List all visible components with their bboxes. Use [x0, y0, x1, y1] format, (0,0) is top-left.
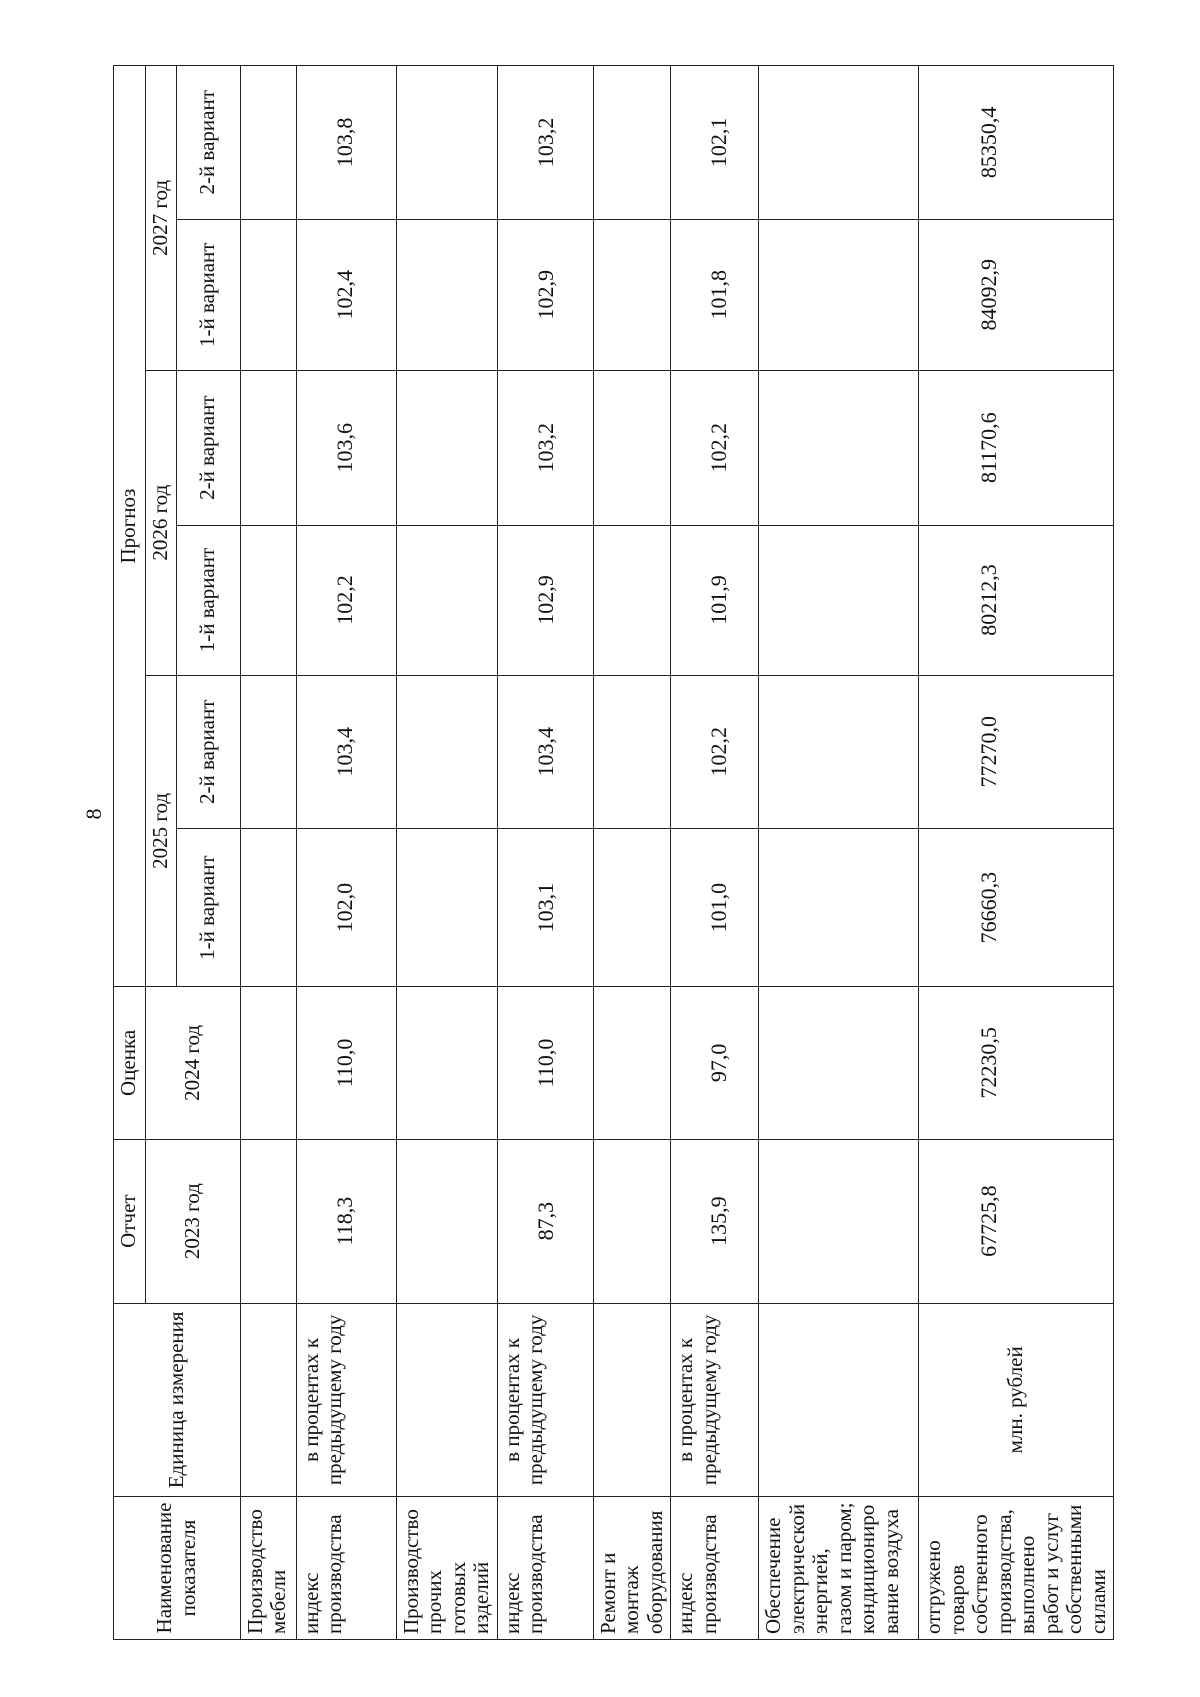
cell-2027-v2 [240, 66, 296, 220]
cell-2025-v2 [759, 675, 919, 829]
cell-2025-v2: 103,4 [296, 675, 396, 829]
header-2027-variant-1: 1-й вариант [176, 219, 240, 370]
header-2026-variant-1: 1-й вариант [176, 525, 240, 675]
cell-2023: 87,3 [497, 1139, 593, 1303]
row-unit [759, 1303, 919, 1496]
cell-2026-v1 [396, 525, 497, 675]
cell-2027-v2 [759, 66, 919, 220]
row-unit: в процентах к предыдущему году [497, 1303, 593, 1496]
header-2026-variant-2: 2-й вариант [176, 370, 240, 525]
row-unit: в процентах к предыдущему году [296, 1303, 396, 1496]
row-unit [396, 1303, 497, 1496]
cell-2027-v1 [593, 219, 671, 370]
cell-2027-v1 [396, 219, 497, 370]
cell-2023: 135,9 [671, 1139, 759, 1303]
header-year-2023: 2023 год [146, 1139, 241, 1303]
cell-2026-v1 [759, 525, 919, 675]
header-report: Отчет [114, 1139, 146, 1303]
cell-2024 [396, 987, 497, 1139]
cell-2023: 118,3 [296, 1139, 396, 1303]
cell-2027-v1: 101,8 [671, 219, 759, 370]
cell-2025-v2 [396, 675, 497, 829]
cell-2023 [240, 1139, 296, 1303]
cell-2025-v2 [240, 675, 296, 829]
page-number: 8 [81, 808, 106, 820]
cell-2027-v2: 85350,4 [919, 66, 1114, 220]
cell-2024 [759, 987, 919, 1139]
cell-2027-v1: 84092,9 [919, 219, 1114, 370]
header-2027-variant-2: 2-й вариант [176, 66, 240, 220]
cell-2025-v2: 77270,0 [919, 675, 1114, 829]
cell-2025-v1: 103,1 [497, 829, 593, 987]
row-unit: млн. рублей [919, 1303, 1114, 1496]
cell-2023 [593, 1139, 671, 1303]
cell-2025-v1 [759, 829, 919, 987]
row-unit [240, 1303, 296, 1496]
cell-2027-v1 [759, 219, 919, 370]
header-year-2025: 2025 год [146, 675, 177, 987]
cell-2026-v1: 101,9 [671, 525, 759, 675]
cell-2025-v1: 76660,3 [919, 829, 1114, 987]
cell-2026-v1: 102,2 [296, 525, 396, 675]
header-name: Наименование показателя [114, 1497, 241, 1640]
header-year-2026: 2026 год [146, 370, 177, 675]
table-row [759, 66, 919, 1640]
cell-2024 [593, 987, 671, 1139]
header-2025-variant-1: 1-й вариант [176, 829, 240, 987]
row-name: Ремонт и монтаж оборудования [593, 1497, 671, 1640]
cell-2023 [396, 1139, 497, 1303]
cell-2027-v2 [396, 66, 497, 220]
cell-2026-v2: 103,6 [296, 370, 396, 525]
header-year-2024: 2024 год [146, 987, 241, 1139]
cell-2026-v2 [240, 370, 296, 525]
cell-2026-v2 [396, 370, 497, 525]
table-row [296, 66, 396, 1640]
table-row [671, 66, 759, 1640]
cell-2026-v2: 102,2 [671, 370, 759, 525]
cell-2025-v2: 102,2 [671, 675, 759, 829]
cell-2025-v1 [240, 829, 296, 987]
cell-2024: 110,0 [296, 987, 396, 1139]
forecast-table [113, 65, 1114, 1640]
cell-2026-v1 [240, 525, 296, 675]
row-name: отгружено товаров собственного производства, выполнено работ и услуг собственными силами [919, 1497, 1114, 1640]
table-row [240, 66, 296, 1640]
cell-2026-v2: 103,2 [497, 370, 593, 525]
table-row [919, 66, 1114, 1640]
cell-2027-v1 [240, 219, 296, 370]
cell-2025-v2: 103,4 [497, 675, 593, 829]
cell-2026-v2: 81170,6 [919, 370, 1114, 525]
cell-2024: 97,0 [671, 987, 759, 1139]
table-row [396, 66, 497, 1640]
cell-2025-v1: 102,0 [296, 829, 396, 987]
header-unit: Единица измерения [114, 1303, 241, 1496]
cell-2026-v1: 80212,3 [919, 525, 1114, 675]
row-name: индекс производства [296, 1497, 396, 1640]
row-name: Обеспечение электрической энергией, газом и паром; кондиционирование воздуха [759, 1497, 919, 1640]
cell-2026-v2 [593, 370, 671, 525]
header-2025-variant-2: 2-й вариант [176, 675, 240, 829]
cell-2025-v1: 101,0 [671, 829, 759, 987]
table-row [593, 66, 671, 1640]
cell-2025-v2 [593, 675, 671, 829]
cell-2027-v1: 102,4 [296, 219, 396, 370]
cell-2027-v2: 103,8 [296, 66, 396, 220]
cell-2025-v1 [593, 829, 671, 987]
cell-2024: 110,0 [497, 987, 593, 1139]
row-unit [593, 1303, 671, 1496]
row-name: индекс производства [671, 1497, 759, 1640]
cell-2023 [759, 1139, 919, 1303]
row-unit: в процентах к предыдущему году [671, 1303, 759, 1496]
row-name: Производство прочих готовых изделий [396, 1497, 497, 1640]
rotated-table-container [113, 65, 1110, 1640]
cell-2025-v1 [396, 829, 497, 987]
header-forecast: Прогноз [114, 66, 146, 987]
cell-2024 [240, 987, 296, 1139]
cell-2023: 67725,8 [919, 1139, 1114, 1303]
cell-2027-v2: 103,2 [497, 66, 593, 220]
cell-2026-v1: 102,9 [497, 525, 593, 675]
table-row [497, 66, 593, 1640]
cell-2027-v1: 102,9 [497, 219, 593, 370]
row-name: Производство мебели [240, 1497, 296, 1640]
cell-2027-v2 [593, 66, 671, 220]
cell-2027-v2: 102,1 [671, 66, 759, 220]
header-estimate: Оценка [114, 987, 146, 1139]
cell-2026-v1 [593, 525, 671, 675]
header-year-2027: 2027 год [146, 66, 177, 371]
cell-2026-v2 [759, 370, 919, 525]
row-name: индекс производства [497, 1497, 593, 1640]
cell-2024: 72230,5 [919, 987, 1114, 1139]
